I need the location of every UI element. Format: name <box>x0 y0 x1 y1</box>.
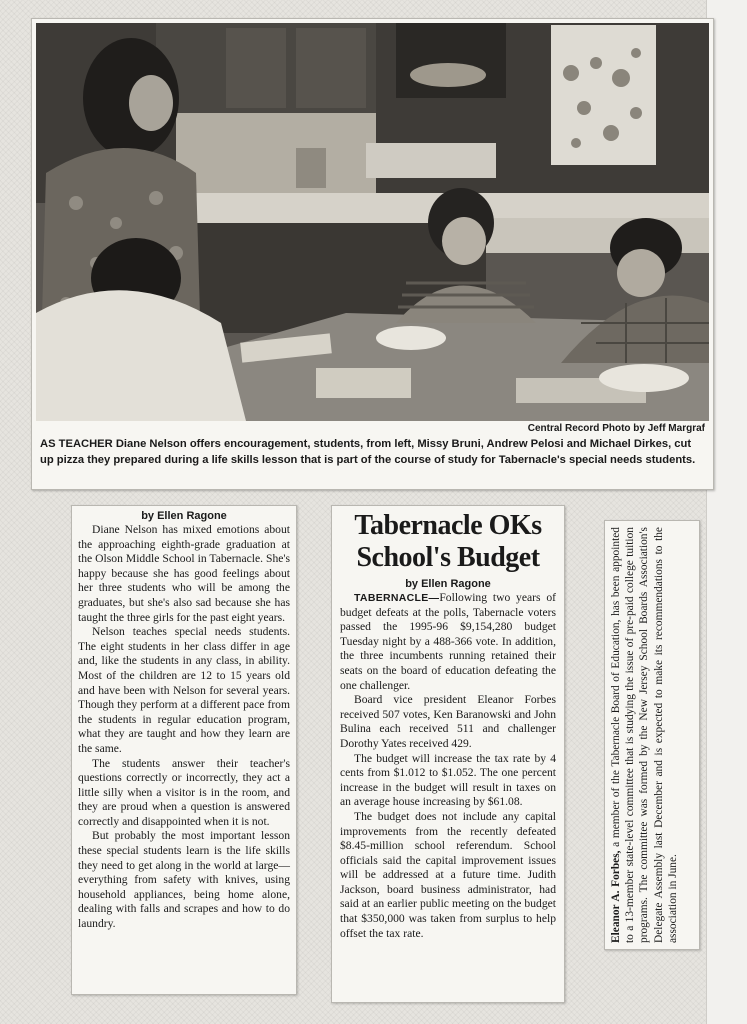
article2-headline: Tabernacle OKs School's Budget <box>354 510 542 573</box>
article2-dateline: TABERNACLE— <box>354 592 440 604</box>
article3-text: a member of the Tabernacle Board of Education, has been appointed to a 13-member state-level committee that is studying the issue of pre-paid college tuition programs. The committee was formed by the New Jersey School Boards Association's Delegate Assembly last December and is expected to make its recommendations to the association in June. <box>610 527 679 943</box>
article-forbes-brief <box>604 520 700 950</box>
photo-caption <box>40 437 704 468</box>
article1-byline: by Ellen Ragone <box>141 510 227 522</box>
article3-name: Eleanor A. Forbes, <box>610 850 622 943</box>
classroom-photo <box>36 23 709 421</box>
photo-clipping <box>31 18 714 490</box>
article-diane-nelson <box>71 505 297 995</box>
article2-lead-text: Following two years of budget defeats at the polls, Tabernacle voters passed the 1995-96 $9,154,280 budget Tuesday night by a 488-366 vote. In addition, the three incumbents running retained their seats on the board of education defeating the one challenger. <box>340 591 556 692</box>
article1-body <box>78 523 290 932</box>
caption-lead: AS TEACHER <box>40 438 113 450</box>
photo-credit: Central Record Photo by Jeff Margraf <box>527 423 705 434</box>
article1-paragraph: The students answer their teacher's questions correctly or incorrectly, they act a little silly when a visitor is in the room, and they are proud when a question is answered correctly and disappointed when it is not. <box>78 756 290 828</box>
article2-paragraph: The budget will increase the tax rate by 4 cents from $1.012 to $1.052. The one percent increase in the budget will result in taxes on an average house increasing by $61.08. <box>340 751 556 809</box>
article2-byline: by Ellen Ragone <box>405 578 491 590</box>
article1-paragraph: Nelson teaches special needs students. The eight students in her class differ in age and, like the students in any class, in ability. Most of the children are 12 to 15 years old and have been with Nelson for several years. Though they perform at a different pace from the students in regular education program, what they are taught and how they learn are the same. <box>78 625 290 755</box>
article1-paragraph: But probably the most important lesson these special students learn is the life skills they need to get along in the world at large—everything from safety with knives, using household appliances, being home alone, dealing with falls and scrapes and how to do laundry. <box>78 829 290 931</box>
caption-text: Diane Nelson offers encouragement, students, from left, Missy Bruni, Andrew Pelosi and Michael Dirkes, cut up pizza they prepared during a life skills lesson that is part of the course of study for Tabernacle's special needs students. <box>40 438 696 466</box>
article2-paragraph: The budget does not include any capital improvements from the recently defeated $8.45-million school referendum. School officials said the capital improvement issues will be addressed at a future time. Judith Jackson, board business administrator, had said at an earlier public meeting on the budget that $350,000 was taken from surplus to help offset the tax rate. <box>340 809 556 940</box>
article2-body <box>340 591 556 941</box>
article-budget <box>331 505 565 1003</box>
article2-paragraph <box>340 591 556 693</box>
article3-rotated-text <box>605 521 699 949</box>
article2-paragraph: Board vice president Eleanor Forbes received 507 votes, Ken Baranowski and John Bulina each received 511 and challenger Dorothy Yates received 429. <box>340 693 556 750</box>
article1-paragraph: Diane Nelson has mixed emotions about the approaching eighth-grade graduation at the Olson Middle School in Tabernacle. She's happy because she has good feelings about her three students who will be among the graduates, but she's also sad because she has taught the three girls for the past eight years. <box>78 523 290 624</box>
